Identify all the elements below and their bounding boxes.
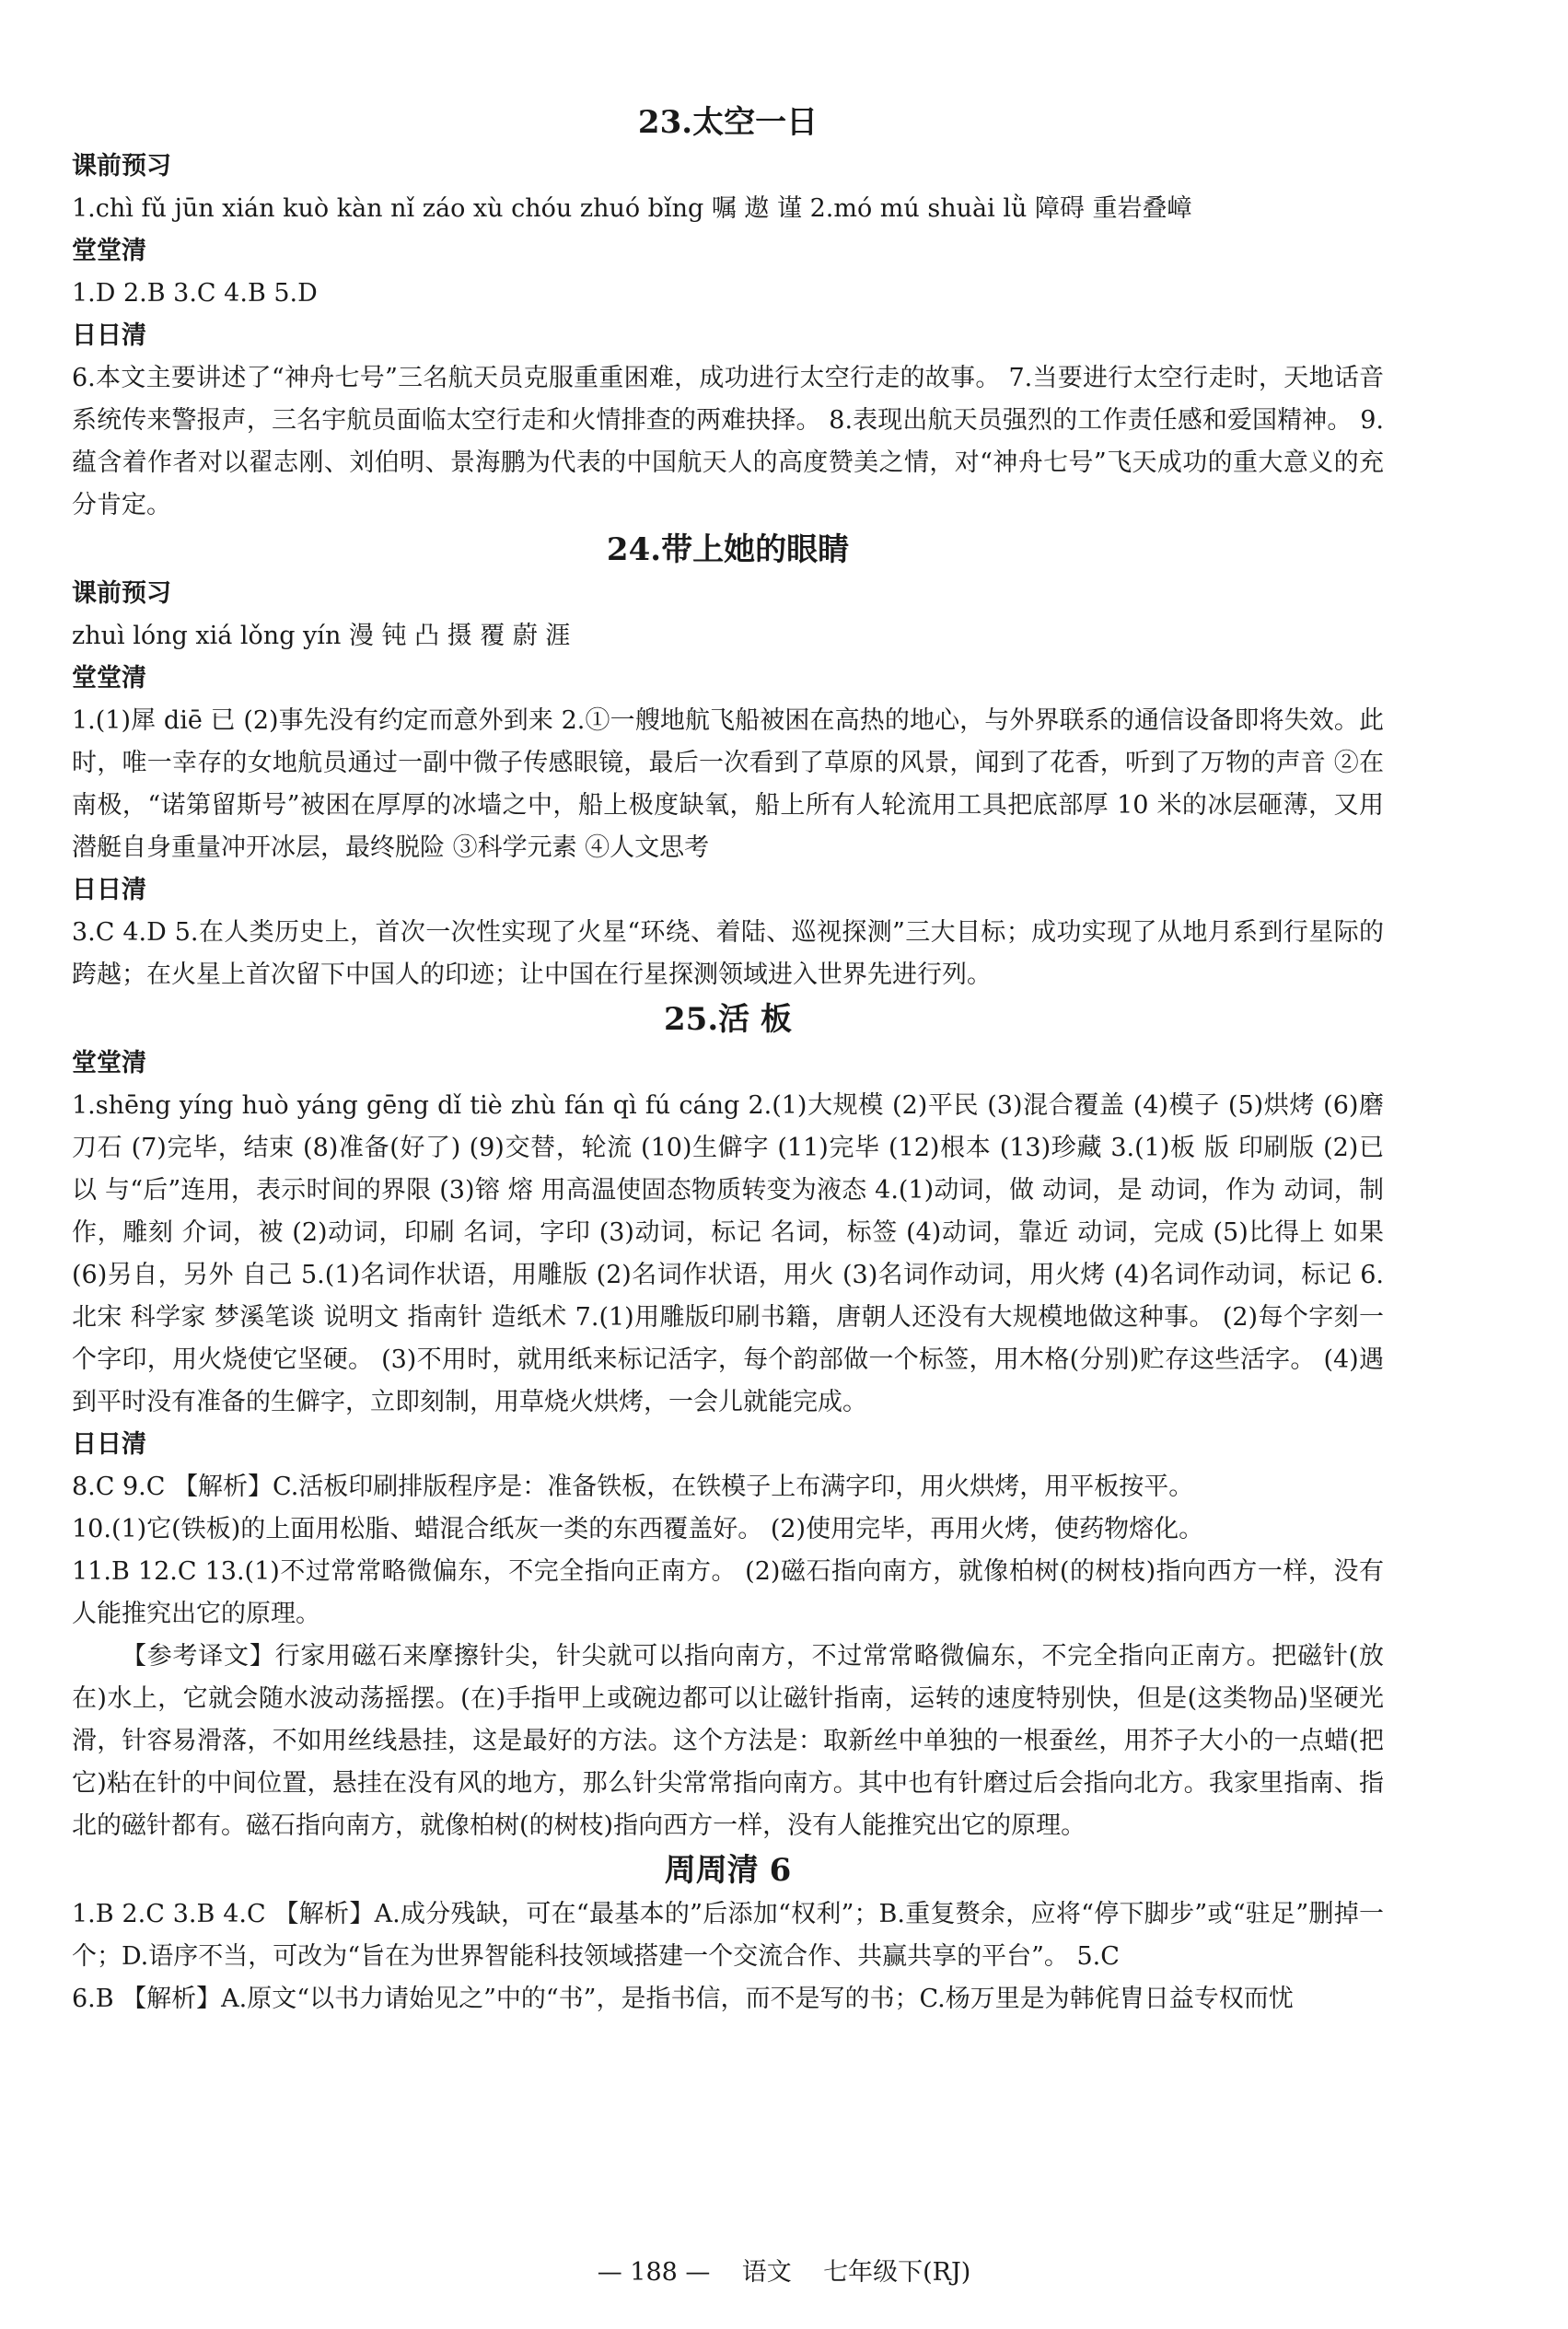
subsection-heading: 日日清 <box>72 1430 146 1459</box>
answer-paragraph: 6.本文主要讲述了“神舟七号”三名航天员克服重重困难，成功进行太空行走的故事。 7.当要进行太空行走时，天地话音系统传来警报声，三名宇航员面临太空行走和火情排查的两难抉择。 8.表现出航天员强烈的工作责任感和爱国精神。 9.蕴含着作者对以翟志刚、刘伯明、景海鹏为代表的中国航天人的高度赞美之情，对“神舟七号”飞天成功的重大意义的充分肯定。 <box>72 364 1384 519</box>
subsection-heading: 课前预习 <box>72 152 171 180</box>
subsection-heading: 堂堂清 <box>72 664 146 693</box>
answer-paragraph: zhuì lóng xiá lǒng yín 漫 钝 凸 摄 覆 蔚 涯 <box>72 622 571 650</box>
answer-paragraph: 10.(1)它(铁板)的上面用松脂、蜡混合纸灰一类的东西覆盖好。 (2)使用完毕，再用火烤，使药物熔化。 <box>72 1515 1204 1543</box>
answer-paragraph: 1.shēng yíng huò yáng gēng dǐ tiè zhù fán qì fú cáng 2.(1)大规模 (2)平民 (3)混合覆盖 (4)模子 (5)烘烤 (6)磨刀石 (7)完毕，结束 (8)准备(好了) (9)交替，轮流 (10)生僻字 (11)完毕 (12)根本 (13)珍藏 3.(1)板 版 印刷版 (2)已 以 与“后”连用，表示时间的界限 (3)镕 熔 用高温使固态物质转变为液态 4.(1)动词，做 动词，是 动词，作为 动词，制作，雕刻 介词，被 (2)动词，印刷 名词，字印 (3)动词，标记 名词，标签 (4)动词，靠近 动词，完成 (5)比得上 如果 (6)另自，另外 自己 5.(1)名词作状语，用雕版 (2)名词作状语，用火 (3)名词作动词，用火烤 (4)名词作动词，标记 6.北宋 科学家 梦溪笔谈 说明文 指南针 造纸术 7.(1)用雕版印刷书籍，唐朝人还没有大规模地做这种事。 (2)每个字刻一个字印，用火烧使它坚硬。 (3)不用时，就用纸来标记活字，每个韵部做一个标签，用木格(分别)贮存这些活字。 (4)遇到平时没有准备的生僻字，立即刻制，用草烧火烘烤，一会儿就能完成。 <box>72 1091 1384 1416</box>
section-title: 25.活 板 <box>664 1001 792 1038</box>
translation-paragraph: 【参考译文】行家用磁石来摩擦针尖，针尖就可以指向南方，不过常常略微偏东，不完全指向正南方。把磁针(放在)水上，它就会随水波动荡摇摆。(在)手指甲上或碗边都可以让磁针指南，运转的速度特别快，但是(这类物品)坚硬光滑，针容易滑落，不如用丝线悬挂，这是最好的方法。这个方法是：取新丝中单独的一根蚕丝，用芥子大小的一点蜡(把它)粘在针的中间位置，悬挂在没有风的地方，那么针尖常常指向南方。其中也有针磨过后会指向北方。我家里指南、指北的磁针都有。磁石指向南方，就像柏树(的树枝)指向西方一样，没有人能推究出它的原理。 <box>72 1642 1384 1840</box>
section-title: 23.太空一日 <box>637 104 819 141</box>
answer-paragraph: 1.B 2.C 3.B 4.C 【解析】A.成分残缺，可在“最基本的”后添加“权利”；B.重复赘余，应将“停下脚步”或“驻足”删掉一个；D.语序不当，可改为“旨在为世界智能科技领域搭建一个交流合作、共赢共享的平台”。 5.C <box>72 1900 1384 1971</box>
answer-paragraph: 11.B 12.C 13.(1)不过常常略微偏东，不完全指向正南方。 (2)磁石指向南方，就像柏树(的树枝)指向西方一样，没有人能推究出它的原理。 <box>72 1557 1384 1628</box>
subsection-heading: 日日清 <box>72 321 146 350</box>
page-number: — 188 — <box>597 2258 711 2287</box>
footer-grade: 七年级下(RJ) <box>823 2258 971 2287</box>
answer-paragraph: 3.C 4.D 5.在人类历史上，首次一次性实现了火星“环绕、着陆、巡视探测”三大目标；成功实现了从地月系到行星际的跨越；在火星上首次留下中国人的印迹；让中国在行星探测领域进入世界先进行列。 <box>72 918 1384 989</box>
subsection-heading: 堂堂清 <box>72 237 146 265</box>
subsection-heading: 堂堂清 <box>72 1049 146 1077</box>
answer-paragraph: 1.D 2.B 3.C 4.B 5.D <box>72 279 318 308</box>
section-title: 周周清 6 <box>664 1852 792 1889</box>
answer-paragraph: 6.B 【解析】A.原文“以书力请始见之”中的“书”，是指书信，而不是写的书；C.杨万里是为韩侂胄日益专权而忧 <box>72 1985 1294 2013</box>
answer-paragraph: 8.C 9.C 【解析】C.活板印刷排版程序是：准备铁板，在铁模子上布满字印，用火烘烤，用平板按平。 <box>72 1473 1194 1501</box>
page-footer <box>0 2254 1568 2291</box>
subsection-heading: 课前预习 <box>72 579 171 608</box>
answer-paragraph: 1.(1)犀 diē 已 (2)事先没有约定而意外到来 2.①一艘地航飞船被困在高热的地心，与外界联系的通信设备即将失效。此时，唯一幸存的女地航员通过一副中微子传感眼镜，最后一次看到了草原的风景，闻到了花香，听到了万物的声音 ②在南极，“诺第留斯号”被困在厚厚的冰墙之中，船上极度缺氧，船上所有人轮流用工具把底部厚 10 米的冰层砸薄，又用潜艇自身重量冲开冰层，最终脱险 ③科学元素 ④人文思考 <box>72 706 1384 862</box>
subsection-heading: 日日清 <box>72 876 146 904</box>
answer-paragraph: 1.chì fǔ jūn xián kuò kàn nǐ záo xù chóu zhuó bǐng 嘱 遨 谨 2.mó mú shuài lǜ 障碍 重岩叠嶂 <box>72 194 1192 223</box>
section-title: 24.带上她的眼睛 <box>606 531 850 568</box>
footer-subject: 语文 <box>741 2258 792 2287</box>
page-content <box>72 99 1384 2020</box>
